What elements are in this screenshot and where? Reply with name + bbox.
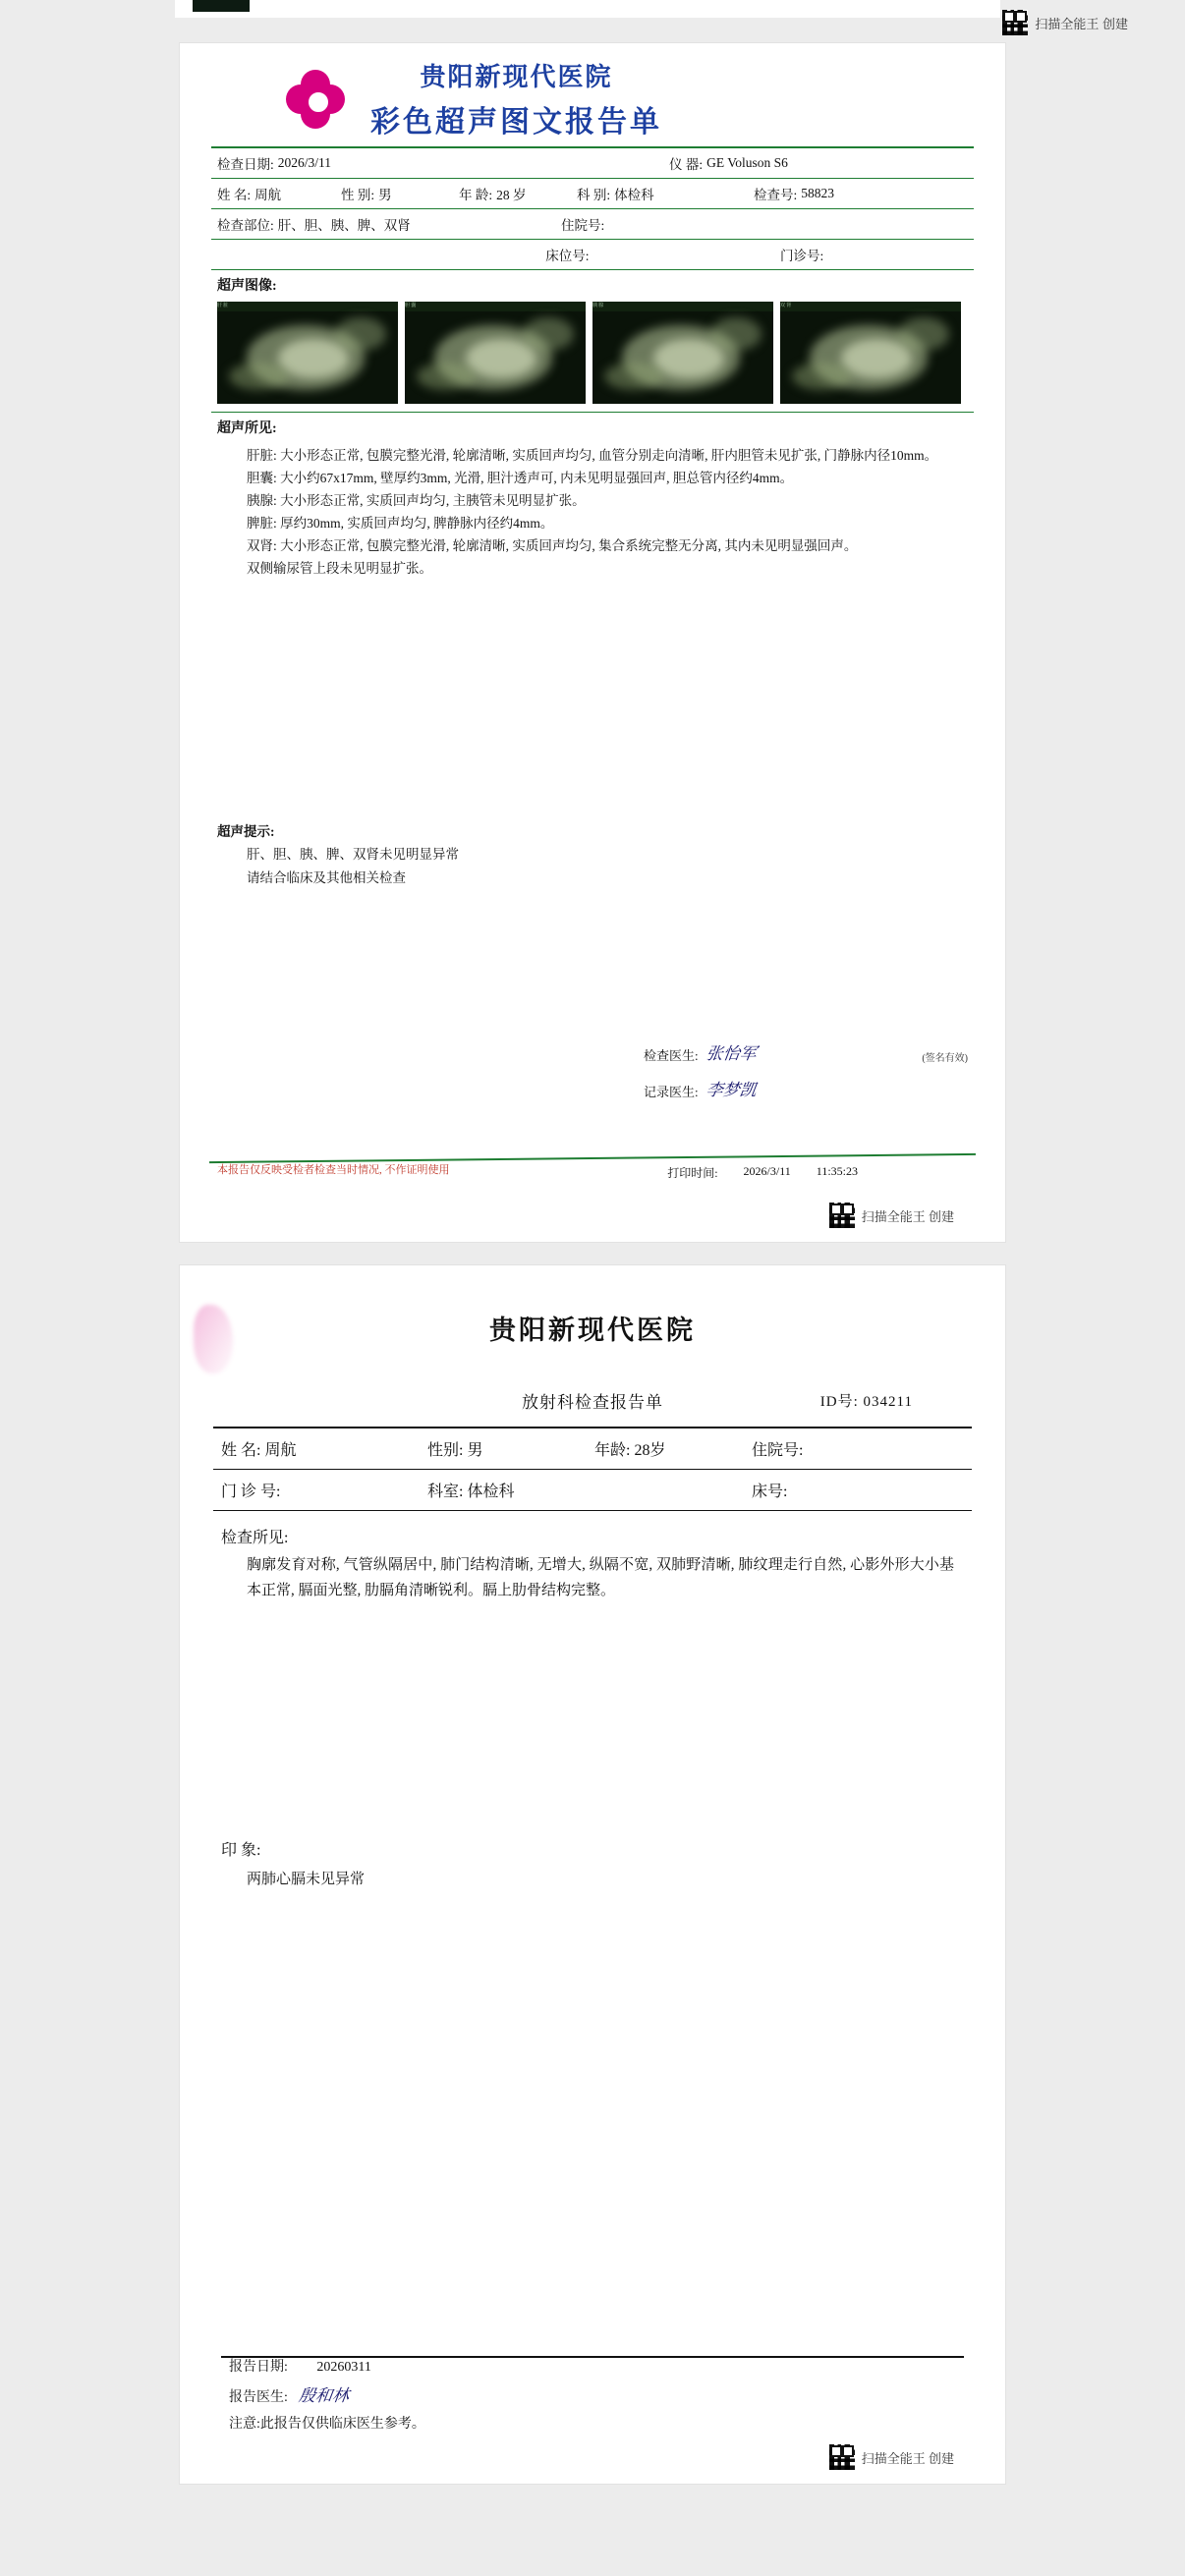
scan-watermark-doc2: [829, 2444, 954, 2470]
radiology-sex-label: 性别:: [427, 1442, 464, 1459]
ultrasound-header: [211, 43, 974, 146]
recorder-label: 记录医生:: [644, 1085, 699, 1099]
exam-doctor-label: 检查医生:: [644, 1048, 699, 1063]
radiology-findings-text: 胸廓发育对称, 气管纵隔居中, 肺门结构清晰, 无增大, 纵隔不宽, 双肺野清晰, 肺纹理走行自然, 心影外形大小基本正常, 膈面光整, 肋膈角清晰锐利。膈上肋骨结构完整。: [247, 1557, 954, 1598]
radiology-dept-label: 科室:: [427, 1484, 464, 1500]
radiology-dept-value: 体检科: [467, 1484, 515, 1500]
device-value: GE Voluson S6: [706, 155, 788, 170]
radiology-report-date-value: 20260311: [316, 2359, 371, 2375]
print-time: 11:35:23: [816, 1164, 858, 1178]
department-value: 体检科: [614, 188, 654, 202]
qr-code-icon: [829, 1203, 855, 1228]
impression-line: 肝、胆、胰、脾、双肾未见明显异常: [247, 847, 459, 863]
radiology-hospital-name: 贵阳新现代医院: [489, 1316, 696, 1345]
finding-line: 脾脏: 厚约30mm, 实质回声均匀, 脾静脉内径约4mm。: [247, 515, 554, 531]
signature-valid-note: (签名有效): [922, 1053, 968, 1064]
radiology-dept-row: [213, 1470, 972, 1510]
findings-body: [211, 440, 974, 580]
radiology-age-label: 年龄:: [594, 1442, 631, 1459]
image-caption-pancreas: 胰 腺: [592, 302, 773, 311]
patient-age-label: 年 龄:: [459, 188, 493, 202]
finding-line: 胰腺: 大小形态正常, 实质回声均匀, 主胰管未见明显扩张。: [247, 492, 586, 508]
radiology-name-value: 周航: [264, 1442, 297, 1459]
radiology-footer: [229, 2355, 425, 2438]
bed-no-label: 床位号:: [545, 249, 590, 263]
finding-line: 双侧输尿管上段未见明显扩张。: [247, 560, 432, 576]
exam-date-row: [211, 148, 974, 178]
exam-no-value: 58823: [801, 186, 835, 200]
findings-label: 超声所见:: [217, 421, 277, 436]
radiology-outpatient-label: 门 诊 号:: [221, 1484, 281, 1500]
radiology-report-title: 放射科检查报告单: [522, 1393, 663, 1412]
exam-part-label: 检查部位:: [217, 218, 274, 233]
bottom-padding: [0, 2484, 1185, 2543]
radiology-bed-label: 床号:: [752, 1484, 788, 1500]
radiology-age-value: 28岁: [634, 1442, 666, 1459]
print-info: [667, 1164, 858, 1181]
radiology-impression-text: 两肺心膈未见异常: [247, 1872, 366, 1887]
scan-watermark-top: [1002, 10, 1128, 35]
qr-code-icon: [1002, 10, 1028, 35]
exam-part-value: 肝、胆、胰、脾、双肾: [277, 218, 411, 233]
radiology-report-doctor-name: 殷和林: [298, 2386, 351, 2406]
radiology-footer-note: 注意:此报告仅供临床医生参考。: [229, 2417, 425, 2433]
ultrasound-image-gallbladder: [405, 302, 586, 404]
radiology-report-doctor-label: 报告医生:: [229, 2390, 288, 2406]
exam-no-label: 检查号:: [754, 188, 798, 202]
image-caption-liver: 肝 脏: [217, 302, 398, 311]
ultrasound-images-label: 超声图像:: [217, 279, 277, 294]
qr-code-icon: [829, 2444, 855, 2470]
finding-line: 双肾: 大小形态正常, 包膜完整光滑, 轮廓清晰, 实质回声均匀, 集合系统完整无分离, 其内未见明显强回声。: [247, 537, 858, 553]
outpatient-no-label: 门诊号:: [780, 249, 824, 263]
radiology-findings-label: 检查所见:: [221, 1530, 289, 1546]
finding-line: 肝脏: 大小形态正常, 包膜完整光滑, 轮廓清晰, 实质回声均匀, 血管分别走向清晰, 肝内胆管未见扩张, 门静脉内径10mm。: [247, 448, 938, 463]
radiology-report-title-row: [213, 1347, 972, 1413]
exam-date-value: 2026/3/11: [277, 155, 332, 170]
ultrasound-images: [211, 298, 974, 412]
patient-name-label: 姓 名:: [217, 188, 252, 202]
previous-document-thumbnail: [193, 0, 250, 12]
patient-age-value: 28 岁: [496, 188, 527, 202]
scan-watermark-label: 扫描全能王 创建: [861, 1208, 954, 1224]
ultrasound-image-pancreas: [592, 302, 773, 404]
report-title: 彩色超声图文报告单: [370, 106, 662, 139]
recorder-signature: [644, 1076, 968, 1100]
print-label: 打印时间:: [667, 1166, 718, 1180]
patient-name-value: 周航: [254, 188, 282, 202]
bed-outpatient-row: [211, 240, 974, 269]
radiology-id: [820, 1390, 913, 1411]
department-label: 科 别:: [577, 188, 611, 202]
image-caption-gallbladder: 胆 囊: [405, 302, 586, 311]
radiology-id-value: 034211: [863, 1394, 913, 1410]
radiology-report-doctor-row: [229, 2380, 425, 2412]
impression-label: 超声提示:: [217, 823, 275, 839]
radiology-report-date-row: [229, 2355, 425, 2381]
radiology-impression-label: 印 象:: [221, 1842, 261, 1859]
exam-date-label: 检查日期:: [217, 157, 274, 172]
inpatient-no-label: 住院号:: [561, 218, 605, 233]
radiology-report-date-label: 报告日期:: [229, 2359, 288, 2375]
exam-doctor-name: 张怡军: [705, 1044, 758, 1063]
radiology-report-document: [180, 1265, 1005, 2484]
previous-document-title: [263, 0, 343, 1]
radiology-sex-value: 男: [467, 1442, 483, 1459]
radiology-name-label: 姓 名:: [221, 1442, 261, 1459]
radiology-inpatient-label: 住院号:: [752, 1442, 804, 1459]
finding-line: 胆囊: 大小约67x17mm, 壁厚约3mm, 光滑, 胆汁透声可, 内未见明显强回声, 胆总管内径约4mm。: [247, 470, 794, 485]
scan-watermark-label: 扫描全能王 创建: [1035, 16, 1128, 31]
patient-sex-value: 男: [378, 188, 392, 202]
radiology-id-label: ID号:: [819, 1394, 859, 1410]
scan-watermark-doc1: [829, 1203, 954, 1228]
ultrasound-image-kidneys: [780, 302, 961, 404]
exam-part-row: [211, 209, 974, 239]
hospital-name: 贵阳新现代医院: [420, 63, 613, 91]
ultrasound-image-liver: [217, 302, 398, 404]
print-date: 2026/3/11: [743, 1164, 791, 1178]
footer-disclaimer: 本报告仅反映受检者检查当时情况, 不作证明使用: [217, 1164, 450, 1176]
hospital-logo-icon: [286, 70, 345, 129]
radiology-patient-row: [213, 1428, 972, 1469]
scan-watermark-label: 扫描全能王 创建: [861, 2450, 954, 2466]
image-caption-kidneys: 双 肾: [780, 302, 961, 311]
exam-doctor-signature: [644, 1039, 968, 1064]
patient-info-row: [211, 179, 974, 208]
device-label: 仪 器:: [669, 157, 704, 172]
previous-document-edge: [175, 0, 1000, 18]
impression-line: 请结合临床及其他相关检查: [247, 869, 406, 885]
impression-block: [211, 815, 974, 897]
ultrasound-report-document: [180, 43, 1005, 1242]
patient-sex-label: 性 别:: [341, 188, 375, 202]
recorder-name: 李梦凯: [705, 1081, 758, 1099]
signature-area: [644, 1039, 968, 1112]
